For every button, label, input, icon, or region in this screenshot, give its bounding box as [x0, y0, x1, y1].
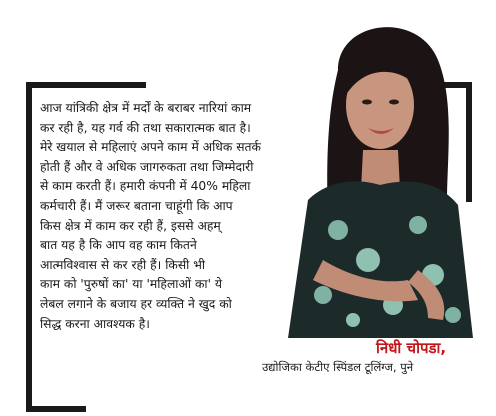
frame-bottom-border	[26, 406, 86, 412]
portrait-photo	[268, 0, 478, 338]
quote-text: आज यांत्रिकी क्षेत्र में मर्दों के बराबर नारियां काम कर रही है, यह गर्व की तथा सकारात्मक बात है। मेरे खयाल से महिलाएं अपने काम में अधिक सतर्क होती हैं और वे अधिक जागरुकता तथा जिम्मेदारी से काम करती हैं। हमारी कंपनी में 40% महिला कर्मचारी हैं। मैं जरूर बताना चाहूंगी कि आप किस क्षेत्र में काम कर रही हैं, इससे अहम् बात यह है कि आप वह काम कितने आत्मविश्वास से कर रही हैं। किसी भी काम को 'पुरुषों का' या 'महिलाओं का' ये लेबल लगाने के बजाय हर व्यक्ति ने खुद को सिद्ध करना आवश्यक है।	[40, 101, 261, 331]
author-name: निधी चोपडा,	[376, 339, 447, 357]
frame-left-border	[26, 82, 32, 412]
author-designation: उद्योजिका केटीए स्पिंडल टूलिंग्ज, पुने	[262, 360, 414, 374]
frame-top-border	[26, 82, 146, 88]
